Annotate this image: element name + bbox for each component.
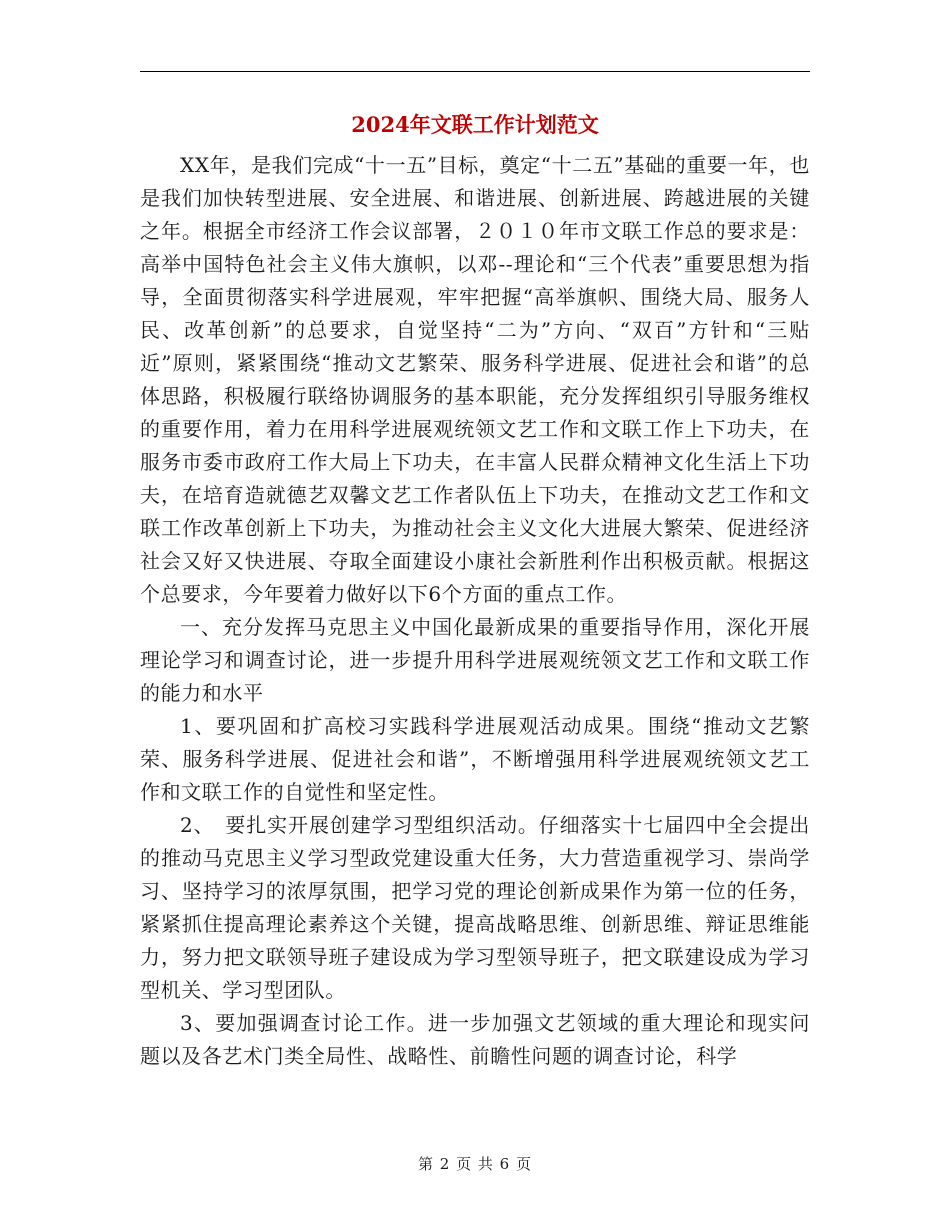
paragraph-intro: XX年，是我们完成“十一五”目标，奠定“十二五”基础的重要一年，也是我们加快转型进展、安全进展、和谐进展、创新进展、跨越进展的关键之年。根据全市经济工作会议部署，２０１０年市文联工作总的要求是：高举中国特色社会主义伟大旗帜，以邓--理论和“三个代表”重要思想为指导，全面贯彻落实科学进展观，牢牢把握“高举旗帜、围绕大局、服务人民、改革创新”的总要求，自觉坚持“二为”方向、“双百”方针和“三贴近”原则，紧紧围绕“推动文艺繁荣、服务科学进展、促进社会和谐”的总体思路，积极履行联络协调服务的基本职能，充分发挥组织引导服务维权的重要作用，着力在用科学进展观统领文艺工作和文联工作上下功夫，在服务市委市政府工作大局上下功夫，在丰富人民群众精神文化生活上下功夫，在培育造就德艺双馨文艺工作者队伍上下功夫，在推动文艺工作和文联工作改革创新上下功夫，为推动社会主义文化大进展大繁荣、促进经济社会又好又快进展、夺取全面建设小康社会新胜利作出积极贡献。根据这个总要求，今年要着力做好以下6个方面的重点工作。 (140, 153, 810, 606)
document-body (140, 149, 810, 1073)
paragraph-section-1-heading: 一、充分发挥马克思主义中国化最新成果的重要指导作用，深化开展理论学习和调查讨论，进一步提升用科学进展观统领文艺工作和文联工作的能力和水平 (140, 615, 810, 705)
document-title: 2024年文联工作计划范文 (351, 112, 599, 137)
paragraph-item-2: 2、 要扎实开展创建学习型组织活动。仔细落实十七届四中全会提出的推动马克思主义学习型政党建设重大任务，大力营造重视学习、崇尚学习、坚持学习的浓厚氛围，把学习党的理论创新成果作为第一位的任务，紧紧抓住提高理论素养这个关键，提高战略思维、创新思维、辩证思维能力，努力把文联领导班子建设成为学习型领导班子，把文联建设成为学习型机关、学习型团队。 (140, 813, 810, 1002)
page-number-footer: 第 2 页 共 6 页 (418, 1155, 532, 1173)
paragraph-item-1: 1、要巩固和扩高校习实践科学进展观活动成果。围绕“推动文艺繁荣、服务科学进展、促进社会和谐”，不断增强用科学进展观统领文艺工作和文联工作的自觉性和坚定性。 (140, 714, 810, 804)
paragraph-item-3: 3、要加强调查讨论工作。进一步加强文艺领域的重大理论和现实问题以及各艺术门类全局性、战略性、前瞻性问题的调查讨论，科学 (140, 1011, 810, 1068)
header-rule (140, 71, 810, 72)
